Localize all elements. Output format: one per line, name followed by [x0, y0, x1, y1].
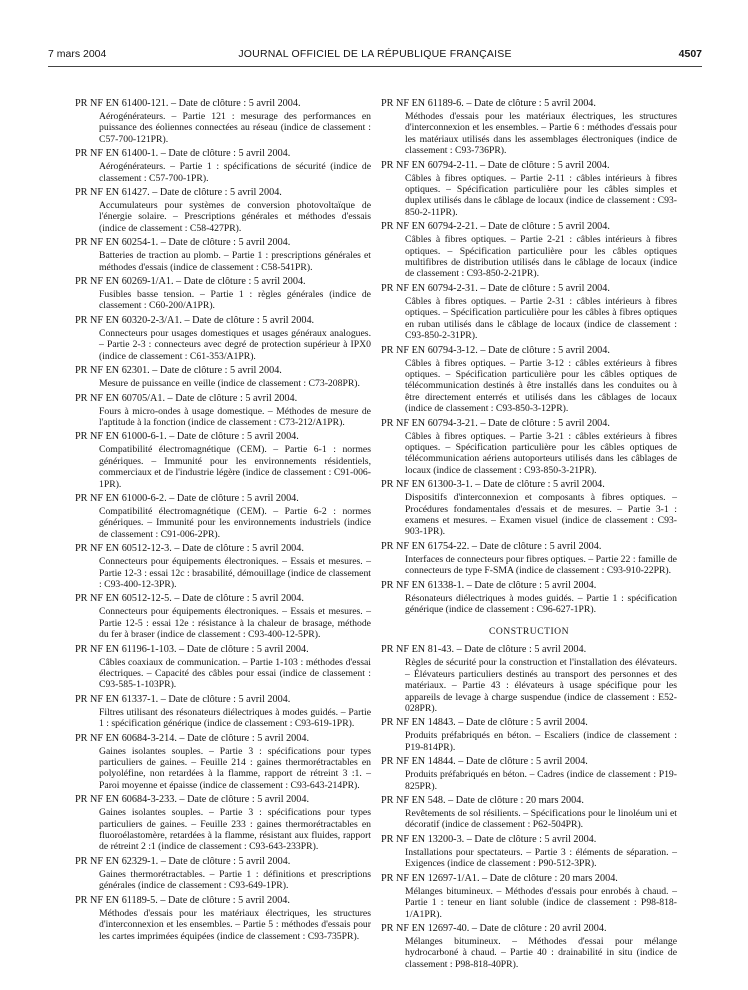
- standard-description: Installations pour spectateurs. – Partie 3 : éléments de séparation. – Exigences (indice de classement : P90-512-3PR).: [405, 846, 677, 870]
- standard-entry: [381, 418, 677, 477]
- standard-reference: PR NF EN 60705/A1. – Date de clôture : 5 avril 2004.: [75, 392, 298, 404]
- standard-entry: [381, 345, 677, 415]
- standard-description: Interfaces de connecteurs pour fibres optiques. – Partie 22 : famille de connecteurs de type F-SMA (indice de classement : C93-910-22PR).: [405, 553, 677, 577]
- standard-reference: PR NF EN 62329-1. – Date de clôture : 5 avril 2004.: [75, 855, 291, 867]
- standard-reference: PR NF EN 61300-3-1. – Date de clôture : 5 avril 2004.: [381, 479, 605, 491]
- standard-entry: [381, 221, 677, 280]
- standard-reference: PR NF EN 60794-2-11. – Date de clôture : 5 avril 2004.: [381, 159, 610, 171]
- page-number: 4507: [678, 48, 702, 60]
- standard-description: Accumulateurs pour systèmes de conversion photovoltaïque de l'énergie solaire. – Prescriptions générales et méthodes d'essais (indice de classement : C58-427PR).: [99, 200, 371, 234]
- standard-description: Câbles à fibres optiques. – Partie 2-11 : câbles intérieurs à fibres optiques. – Spécification particulière pour les câbles simples et duplex utilisés dans le câblage de locaux (indice de classement : C93-850-2-11PR).: [405, 172, 677, 218]
- standard-description: Compatibilité électromagnétique (CEM). – Partie 6-2 : normes génériques. – Immunité pour les environnements industriels (indice de classement : C91-006-2PR).: [99, 505, 371, 540]
- right-entries: [381, 98, 677, 615]
- standard-reference: PR NF EN 60684-3-233. – Date de clôture : 5 avril 2004.: [75, 794, 309, 806]
- standard-reference: PR NF EN 60269-1/A1. – Date de clôture : 5 avril 2004.: [75, 276, 306, 288]
- standard-entry: [75, 315, 371, 362]
- standard-description: Gaines isolantes souples. – Partie 3 : spécifications pour types particuliers de gaines. – Feuille 214 : gaines thermorétractables en polyoléfine, non retardées à la flamme, rapport de rétreint 3 :1. – Paroi moyenne et épaisse (indice de classement : C93-643-214PR).: [99, 745, 371, 791]
- standard-entry: [75, 431, 371, 490]
- standard-description: Aérogénérateurs. – Partie 1 : spécifications de sécurité (indice de classement : C57-700-1PR).: [99, 161, 371, 184]
- standard-description: Mélanges bitumineux. – Méthodes d'essai pour mélange hydrocarboné à chaud. – Partie 40 : drainabilité in situ (indice de classement : P98-818-40PR).: [405, 935, 677, 970]
- standard-description: Compatibilité électromagnétique (CEM). – Partie 6-1 : normes génériques. – Immunité pour les environnements résidentiels, commerciaux et de l'industrie légère (indice de classement : C91-006-1PR).: [99, 444, 371, 490]
- standard-description: Mesure de puissance en veille (indice de classement : C73-208PR).: [99, 378, 360, 390]
- standard-description: Fours à micro-ondes à usage domestique. – Méthodes de mesure de l'aptitude à la fonction (indice de classement : C73-212/A1PR).: [99, 405, 371, 428]
- standard-reference: PR NF EN 61000-6-1. – Date de clôture : 5 avril 2004.: [75, 431, 299, 443]
- standard-entry: [381, 795, 677, 831]
- standard-description: Méthodes d'essais pour les matériaux électriques, les structures d'interconnexion et les ensembles. – Partie 6 : méthodes d'essais pour les matériaux utilisés dans les assemblages électroniques (indice de classement : C93-736PR).: [405, 111, 677, 157]
- standard-description: Résonateurs diélectriques à modes guidés. – Partie 1 : spécification générique (indice de classement : C96-627-1PR).: [405, 592, 677, 615]
- standard-entry: [75, 733, 371, 792]
- standard-reference: PR NF EN 81-43. – Date de clôture : 5 avril 2004.: [381, 644, 587, 656]
- standard-description: Connecteurs pour équipements électroniques. – Essais et mesures. – Partie 12-5 : essai 12e : résistance à la chaleur de brasage, méthode du fer à braser (indice de classement : C93-400-12-5PR).: [99, 606, 371, 641]
- standard-reference: PR NF EN 61400-121. – Date de clôture : 5 avril 2004.: [75, 98, 301, 109]
- standard-entry: [75, 694, 371, 730]
- standard-entry: [75, 98, 371, 145]
- standard-reference: PR NF EN 60512-12-3. – Date de clôture : 5 avril 2004.: [75, 543, 304, 555]
- standard-entry: [381, 580, 677, 616]
- standard-reference: PR NF EN 60320-2-3/A1. – Date de clôture : 5 avril 2004.: [75, 314, 315, 326]
- standard-entry: [75, 856, 371, 892]
- standard-entry: [381, 541, 677, 577]
- standard-entry: [381, 160, 677, 219]
- standard-reference: PR NF EN 61196-1-103. – Date de clôture : 5 avril 2004.: [75, 643, 309, 655]
- standard-entry: [381, 756, 677, 792]
- standard-description: Fusibles basse tension. – Partie 1 : règles générales (indice de classement : C60-200/A1PR).: [99, 289, 371, 312]
- standard-entry: [75, 237, 371, 273]
- standard-description: Produits préfabriqués en béton. – Cadres (indice de classement : P19-825PR).: [405, 769, 677, 792]
- standard-entry: [75, 276, 371, 312]
- standard-reference: PR NF EN 60794-3-21. – Date de clôture : 5 avril 2004.: [381, 417, 610, 429]
- standard-reference: PR NF EN 61337-1. – Date de clôture : 5 avril 2004.: [75, 693, 291, 705]
- standard-entry: [381, 834, 677, 870]
- standard-description: Gaines isolantes souples. – Partie 3 : spécifications pour types particuliers de gaines. – Feuille 233 : gaines thermorétractables en fluoroélastomère, retardées à la flamme, résistant aux fluides, rapport de rétreint 2 :1 (indice de classement : C93-643-233PR).: [99, 807, 371, 853]
- standard-entry: [381, 479, 677, 538]
- standard-description: Batteries de traction au plomb. – Partie 1 : prescriptions générales et méthodes d'essais (indice de classement : C58-541PR).: [99, 250, 371, 273]
- standard-entry: [75, 493, 371, 540]
- standard-entry: [381, 873, 677, 920]
- standard-description: Câbles à fibres optiques. – Partie 2-31 : câbles intérieurs à fibres optiques. – Spécification particulière pour les câbles à fibres optiques en ruban utilisés dans le câblage de locaux (indice de classement : C93-850-2-31PR).: [405, 295, 677, 342]
- standard-reference: PR NF EN 13200-3. – Date de clôture : 5 avril 2004.: [381, 833, 597, 845]
- standard-description: Connecteurs pour équipements électroniques. – Essais et mesures. – Partie 12-3 : essai 12c : brasabilité, démouillage (indice de classement : C93-400-12-3PR).: [99, 556, 371, 590]
- standard-entry: [75, 593, 371, 640]
- standard-description: Dispositifs d'interconnexion et composants à fibres optiques. – Procédures fondamentales d'essais et de mesures. – Partie 3-1 : examens et mesures. – Examen visuel (indice de classement : C93-903-1PR).: [405, 492, 677, 538]
- standard-description: Câbles à fibres optiques. – Partie 3-21 : câbles extérieurs à fibres optiques. – Spécification particulière pour les câbles optiques de télécommunication aériens autoporteurs utilisés dans les câblages de locaux (indice de classement : C93-850-3-21PR).: [405, 430, 677, 476]
- standard-reference: PR NF EN 12697-40. – Date de clôture : 20 avril 2004.: [381, 922, 607, 934]
- standard-description: Règles de sécurité pour la construction et l'installation des élévateurs. – Élévateurs particuliers destinés au transport des personnes et des matériaux. – Partie 43 : élévateurs à usage spécifique pour les appareils de levage à charge suspendue (indice de classement : E52-028PR).: [405, 657, 677, 715]
- standard-reference: PR NF EN 61189-6. – Date de clôture : 5 avril 2004.: [381, 98, 596, 109]
- standard-reference: PR NF EN 62301. – Date de clôture : 5 avril 2004.: [75, 365, 282, 377]
- standard-description: Gaines thermorétractables. – Partie 1 : définitions et prescriptions générales (indice de classement : C93-649-1PR).: [99, 868, 371, 892]
- standard-reference: PR NF EN 60254-1. – Date de clôture : 5 avril 2004.: [75, 237, 291, 249]
- standard-reference: PR NF EN 61427. – Date de clôture : 5 avril 2004.: [75, 187, 282, 199]
- standard-reference: PR NF EN 61000-6-2. – Date de clôture : 5 avril 2004.: [75, 492, 299, 504]
- standard-entry: [75, 543, 371, 590]
- right-column: [381, 98, 677, 970]
- journal-title: JOURNAL OFFICIEL DE LA RÉPUBLIQUE FRANÇAISE: [238, 48, 512, 60]
- standard-reference: PR NF EN 60794-2-31. – Date de clôture : 5 avril 2004.: [381, 282, 610, 294]
- page-header: [48, 48, 702, 64]
- standard-description: Connecteurs pour usages domestiques et usages généraux analogues. – Partie 2-3 : connecteurs avec degré de protection supérieur à IPX0 (indice de classement : C61-353/A1PR).: [99, 327, 371, 362]
- standard-reference: PR NF EN 60512-12-5. – Date de clôture : 5 avril 2004.: [75, 593, 304, 605]
- standard-reference: PR NF EN 12697-1/A1. – Date de clôture : 20 mars 2004.: [381, 872, 618, 884]
- left-column: [75, 98, 371, 942]
- standard-description: Aérogénérateurs. – Partie 121 : mesurage des performances en puissance des éoliennes connectées au réseau (indice de classement : C57-700-121PR).: [99, 111, 371, 145]
- standard-reference: PR NF EN 61400-1. – Date de clôture : 5 avril 2004.: [75, 148, 291, 160]
- standard-entry: [75, 794, 371, 853]
- standard-description: Produits préfabriqués en béton. – Escaliers (indice de classement : P19-814PR).: [405, 730, 677, 753]
- standard-reference: PR NF EN 548. – Date de clôture : 20 mars 2004.: [381, 795, 584, 807]
- standard-reference: PR NF EN 60794-2-21. – Date de clôture : 5 avril 2004.: [381, 221, 610, 233]
- standard-description: Filtres utilisant des résonateurs diélectriques à modes guidés. – Partie 1 : spécification générique (indice de classement : C93-619-1PR).: [99, 706, 371, 730]
- standard-reference: PR NF EN 60684-3-214. – Date de clôture : 5 avril 2004.: [75, 732, 309, 744]
- issue-date: 7 mars 2004: [48, 48, 107, 60]
- standard-reference: PR NF EN 14844. – Date de clôture : 5 avril 2004.: [381, 756, 588, 768]
- standard-description: Méthodes d'essais pour les matériaux électriques, les structures d'interconnexion et les ensembles. – Partie 5 : méthodes d'essais pour les cartes imprimées équipées (indice de classement : C93-735PR).: [99, 907, 371, 942]
- standard-entry: [75, 187, 371, 234]
- standard-reference: PR NF EN 60794-3-12. – Date de clôture : 5 avril 2004.: [381, 344, 610, 356]
- standard-description: Revêtements de sol résilients. – Spécifications pour le linoléum uni et décoratif (indice de classement : P62-504PR).: [405, 808, 677, 831]
- standard-description: Mélanges bitumineux. – Méthodes d'essais pour enrobés à chaud. – Partie 1 : teneur en liant soluble (indice de classement : P98-818-1/A1PR).: [405, 885, 677, 920]
- standard-reference: PR NF EN 61338-1. – Date de clôture : 5 avril 2004.: [381, 579, 597, 591]
- standard-entry: [381, 98, 677, 157]
- standard-description: Câbles à fibres optiques. – Partie 2-21 : câbles intérieurs à fibres optiques. – Spécification particulière pour les câbles optiques multifibres de distribution utilisés dans le câblage de locaux (indice de classement : C93-850-2-21PR).: [405, 234, 677, 280]
- section-heading: CONSTRUCTION: [488, 626, 570, 638]
- standard-entry: [381, 283, 677, 342]
- standard-entry: [75, 148, 371, 184]
- standard-entry: [381, 923, 677, 970]
- standard-description: Câbles à fibres optiques. – Partie 3-12 : câbles extérieurs à fibres optiques. – Spécification particulière pour les câbles optiques de télécommunication destinés à être installés dans les conduites ou à être directement enterrés et utilisés dans les câblages de locaux (indice de classement : C93-850-3-12PR).: [405, 357, 677, 415]
- construction-entries: [381, 644, 677, 970]
- standard-description: Câbles coaxiaux de communication. – Partie 1-103 : méthodes d'essai électriques. – Capacité des câbles pour essai (indice de classement : C93-585-1-103PR).: [99, 656, 371, 691]
- header-rule: [48, 66, 702, 67]
- standard-entry: [75, 365, 371, 389]
- standard-reference: PR NF EN 61754-22. – Date de clôture : 5 avril 2004.: [381, 540, 602, 552]
- standard-entry: [75, 895, 371, 942]
- standard-reference: PR NF EN 14843. – Date de clôture : 5 avril 2004.: [381, 717, 588, 729]
- standard-reference: PR NF EN 61189-5. – Date de clôture : 5 avril 2004.: [75, 894, 290, 906]
- standard-entry: [381, 717, 677, 753]
- standard-entry: [75, 393, 371, 429]
- standard-entry: [75, 644, 371, 691]
- standard-entry: [381, 644, 677, 714]
